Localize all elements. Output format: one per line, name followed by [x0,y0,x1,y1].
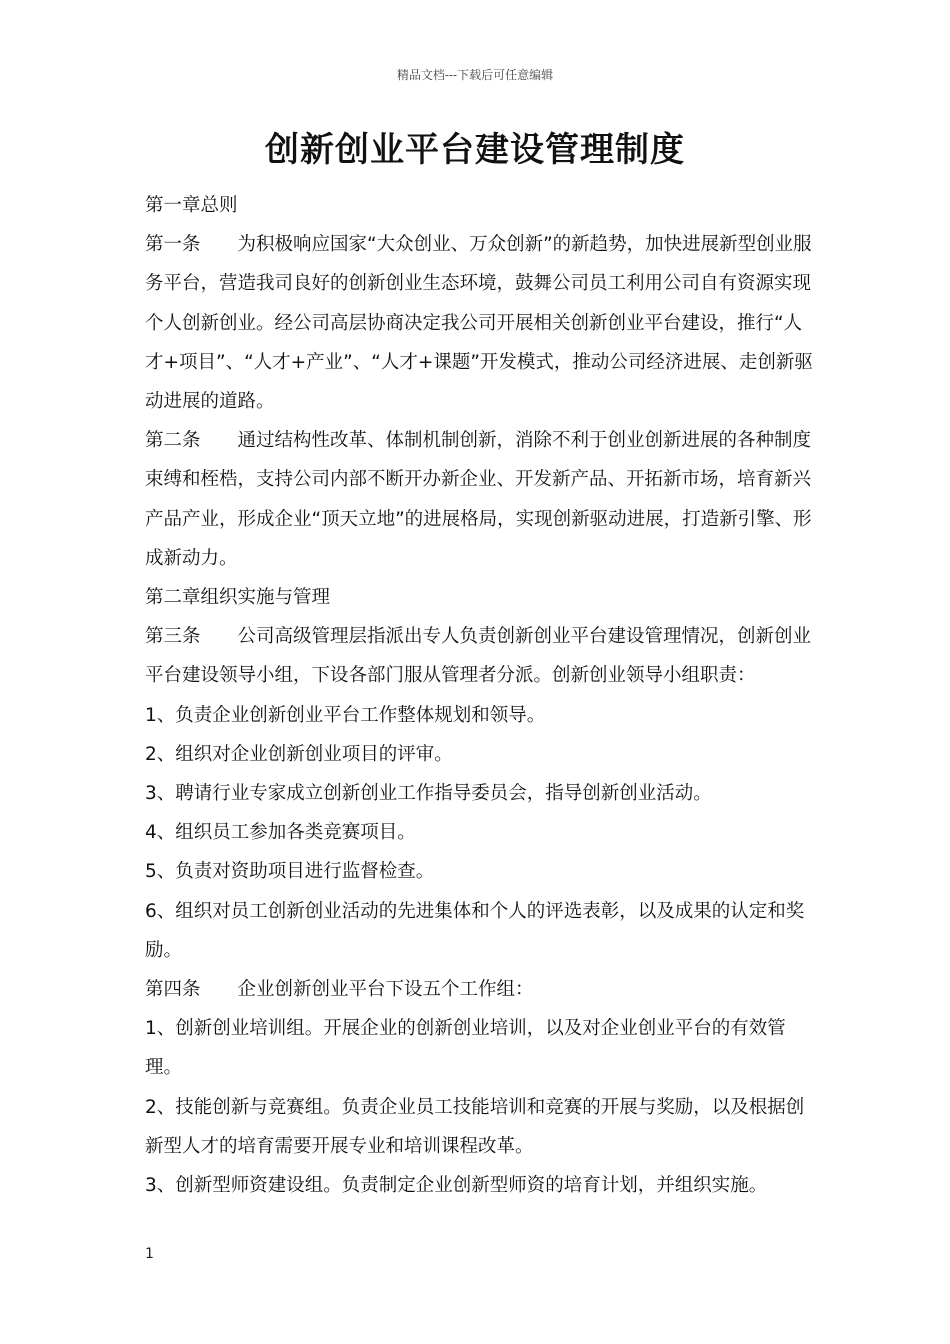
list-item: 2、组织对企业创新创业项目的评审。 [145,743,453,765]
chapter-heading: 第二章组织实施与管理 [145,587,331,609]
chapter-heading: 第一章总则 [145,195,238,216]
header-note: 精品文档---下载后可任意编辑 [396,68,554,82]
list-item: 3、聘请行业专家成立创新创业工作指导委员会，指导创新创业活动。 [145,783,712,805]
list-item: 1、负责企业创新创业平台工作整体规划和领导。 [145,704,546,726]
document-title: 创新创业平台建设管理制度 [265,130,685,170]
document-body [145,186,813,1205]
list-item: 6、组织对员工创新创业活动的先进集体和个人的评选表彰，以及成果的认定和奖励。 [145,900,805,961]
article-paragraph: 第二条 通过结构性改革、体制机制创新，消除不利于创业创新进展的各种制度束缚和桎梏，支持公司内部不断开办新企业、开发新产品、开拓新市场，培育新兴产品产业，形成企业“顶天立地”的进展格局，实现创新驱动进展，打造新引擎、形成新动力。 [145,430,812,569]
article-paragraph: 第三条 公司高级管理层指派出专人负责创新创业平台建设管理情况，创新创业平台建设领导小组，下设各部门服从管理者分派。创新创业领导小组职责： [145,626,812,687]
page-number: 1 [145,1246,154,1262]
list-item: 3、创新型师资建设组。负责制定企业创新型师资的培育计划，并组织实施。 [145,1175,768,1197]
list-item: 5、负责对资助项目进行监督检查。 [145,861,435,883]
list-item: 2、技能创新与竞赛组。负责企业员工技能培训和竞赛的开展与奖励，以及根据创新型人才的培育需要开展专业和培训课程改革。 [145,1096,805,1157]
list-item: 4、组织员工参加各类竞赛项目。 [145,822,416,844]
article-paragraph: 第四条 企业创新创业平台下设五个工作组： [145,979,534,1001]
list-item: 1、创新创业培训组。开展企业的创新创业培训，以及对企业创业平台的有效管理。 [145,1018,786,1079]
article-paragraph: 第一条 为积极响应国家“大众创业、万众创新”的新趋势，加快进展新型创业服务平台，营造我司良好的创新创业生态环境，鼓舞公司员工利用公司自有资源实现个人创新创业。经公司高层协商决定我公司开展相关创新创业平台建设，推行“人才+项目”、“人才+产业”、“人才+课题”开发模式，推动公司经济进展、走创新驱动进展的道路。 [145,234,813,413]
